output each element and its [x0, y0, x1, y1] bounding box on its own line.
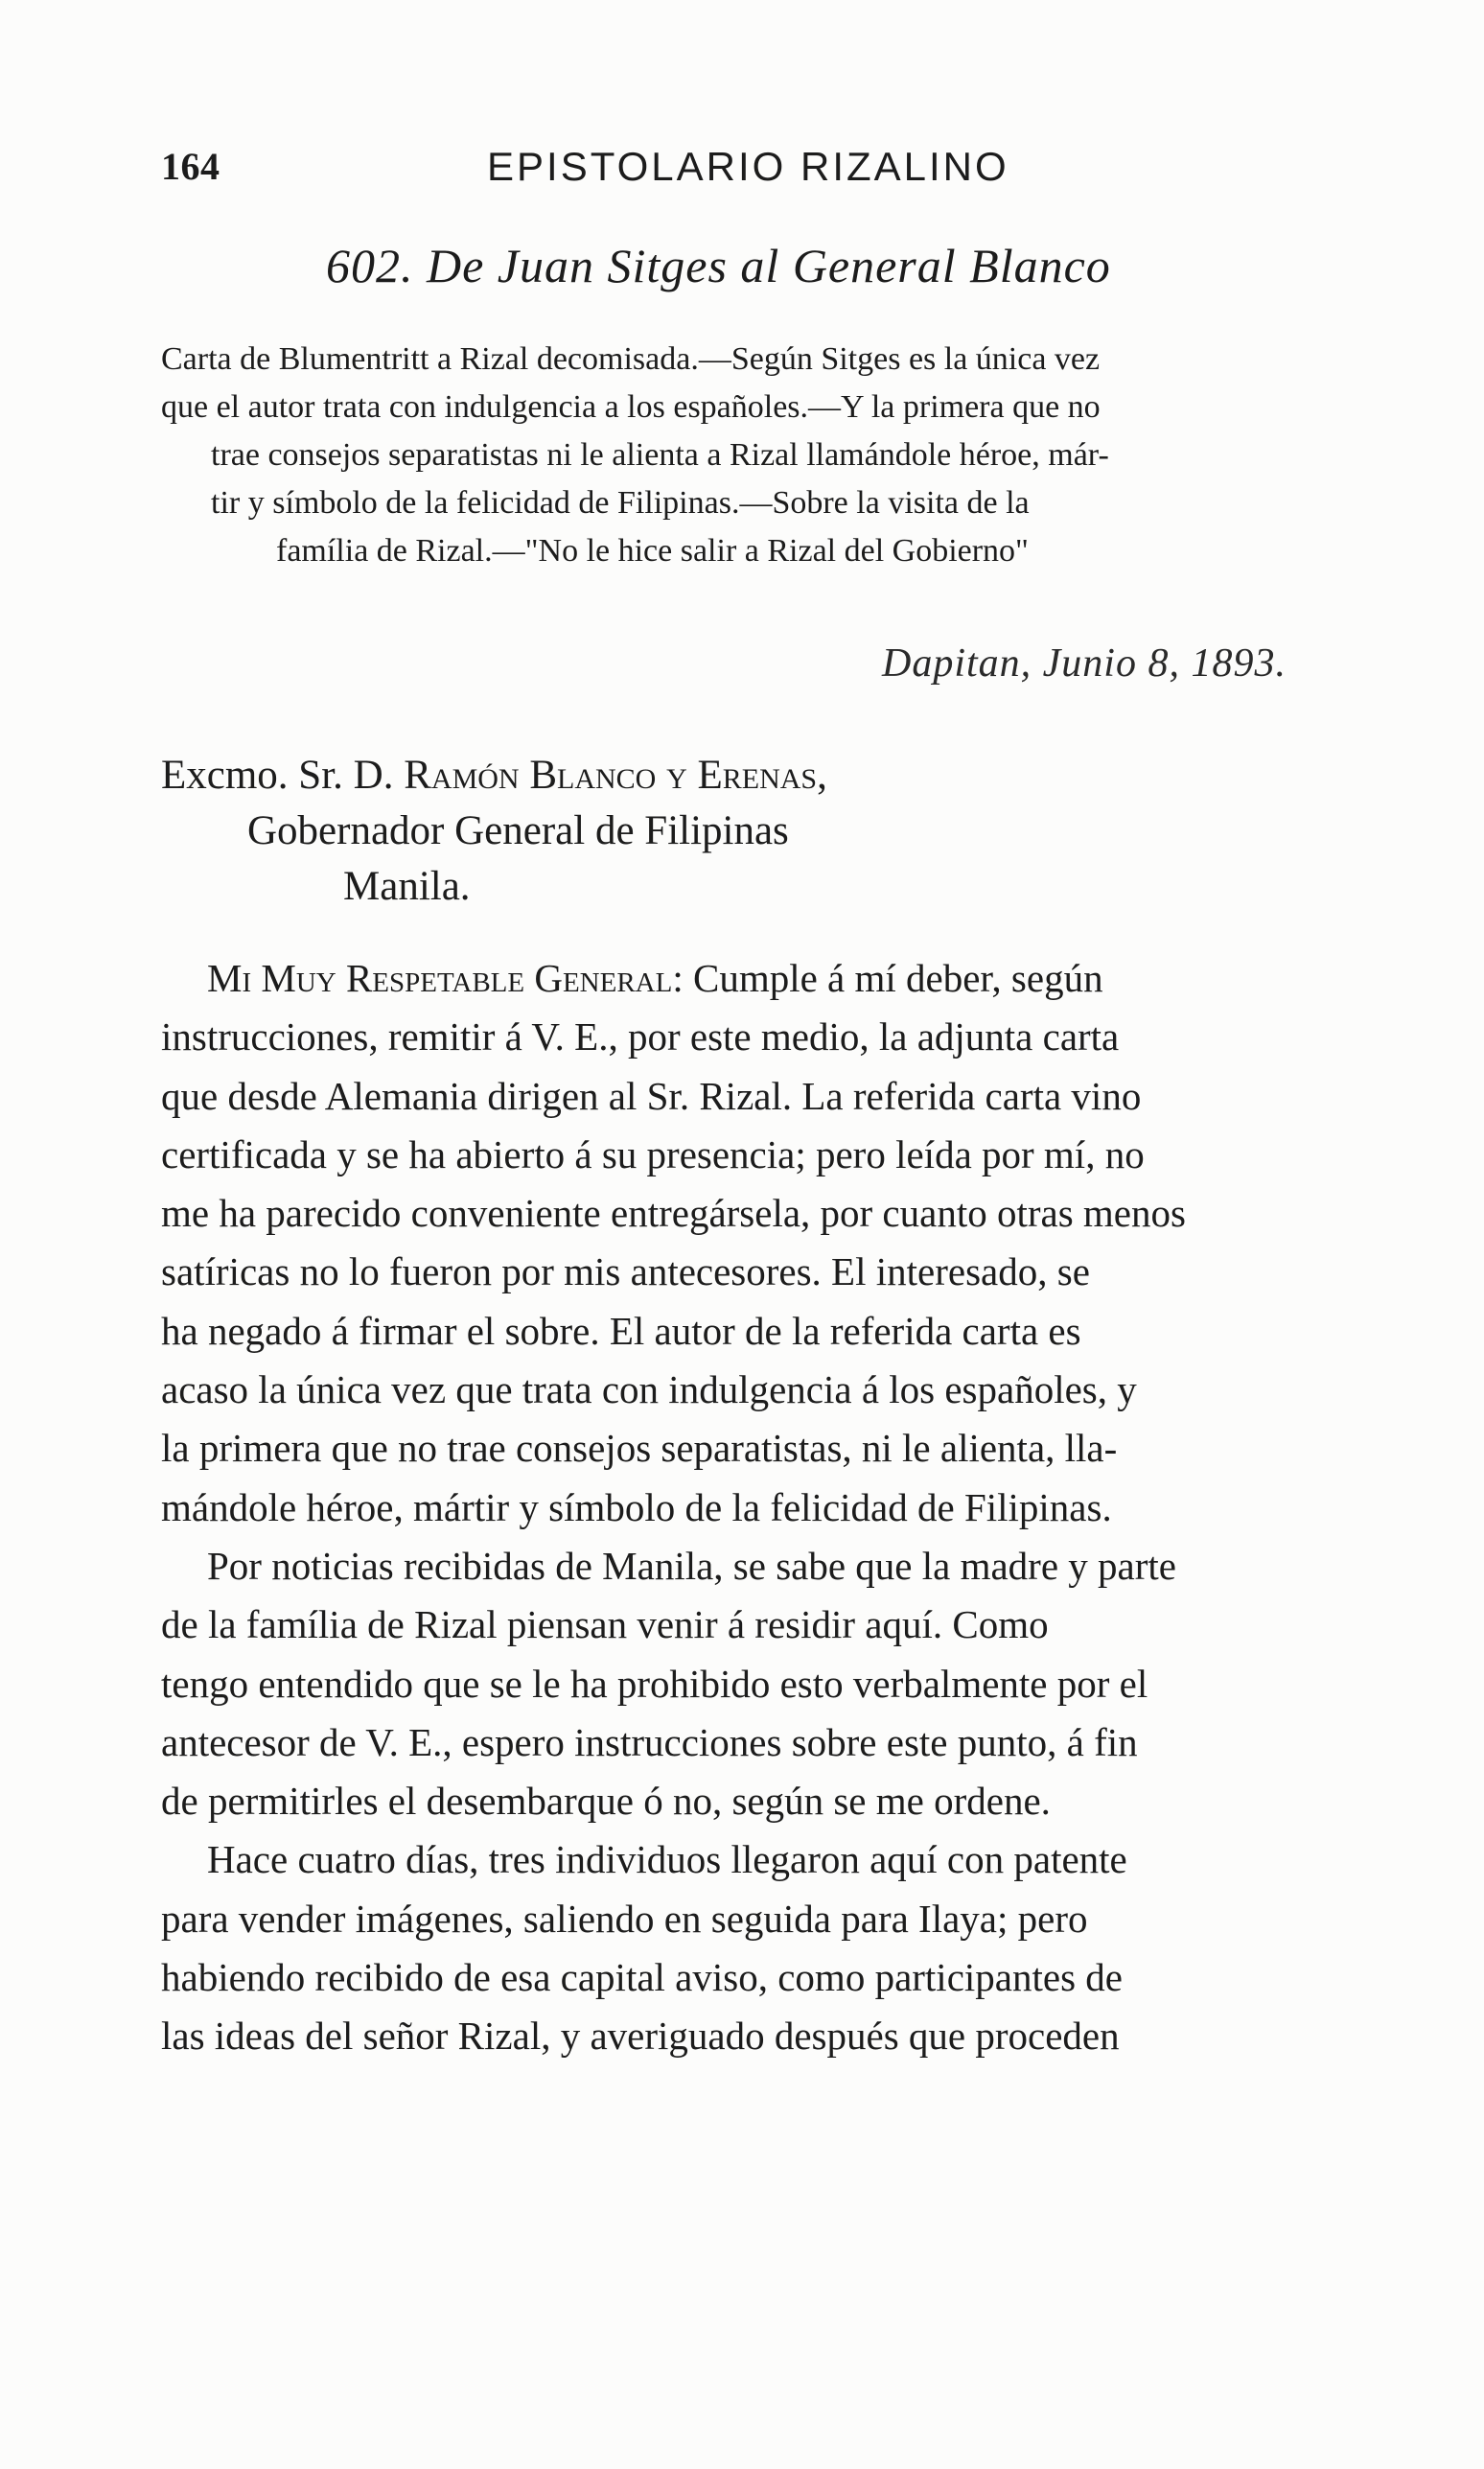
summary-line: família de Rizal.—"No le hice salir a Rizal del Gobierno" — [276, 533, 1029, 569]
body-line: que desde Alemania dirigen al Sr. Rizal. La referida carta vino — [161, 1073, 1142, 1118]
running-head — [161, 144, 1388, 211]
body-line: instrucciones, remitir á V. E., por este medio, la adjunta carta — [161, 1014, 1120, 1060]
letter-body — [161, 949, 1383, 2066]
body-line: de la família de Rizal piensan venir á residir aquí. Como — [161, 1602, 1049, 1647]
body-line: acaso la única vez que trata con indulgencia á los españoles, y — [161, 1367, 1137, 1412]
body-line: habiendo recibido de esa capital aviso, como participantes de — [161, 1955, 1123, 2000]
summary-line: trae consejos separatistas ni le alienta a Rizal llamándole héroe, már- — [211, 437, 1109, 473]
addressee-position: Gobernador General de Filipinas — [247, 808, 789, 853]
salutation: Mi Muy Respetable General: — [207, 956, 684, 1000]
body-line: Por noticias recibidas de Manila, se sabe que la madre y parte — [207, 1543, 1176, 1588]
body-line: las ideas del señor Rizal, y averiguado después que proceden — [161, 2014, 1120, 2059]
page-number: 164 — [161, 145, 220, 188]
addressee-line — [161, 748, 827, 804]
body-line: Hace cuatro días, tres individuos llegaron aquí con patente — [207, 1837, 1127, 1882]
body-line: para vender imágenes, saliendo en seguida para Ilaya; pero — [161, 1896, 1088, 1941]
summary-line: que el autor trata con indulgencia a los españoles.—Y la primera que no — [161, 389, 1101, 425]
body-line: me ha parecido conveniente entregársela, por cuanto otras menos — [161, 1191, 1186, 1236]
letter-summary — [161, 336, 1383, 575]
body-line: la primera que no trae consejos separatistas, ni le alienta, lla- — [161, 1426, 1118, 1471]
body-line: ha negado á firmar el sobre. El autor de la referida carta es — [161, 1308, 1081, 1353]
addressee-city: Manila. — [343, 864, 471, 909]
body-line: de permitirles el desembarque ó no, según se me ordene. — [161, 1779, 1051, 1824]
body-line — [161, 949, 1383, 1008]
body-line: satíricas no lo fueron por mis antecesores. El interesado, se — [161, 1249, 1090, 1294]
body-line: tengo entendido que se le ha prohibido esto verbalmente por el — [161, 1661, 1148, 1706]
body-line-text: Cumple á mí deber, según — [692, 956, 1103, 1000]
summary-line: Carta de Blumentritt a Rizal decomisada.—Según Sitges es la única vez — [161, 341, 1101, 377]
body-line: certificada y se ha abierto á su presencia; pero leída por mí, no — [161, 1131, 1145, 1176]
body-line: mándole héroe, mártir y símbolo de la felicidad de Filipinas. — [161, 1484, 1112, 1529]
addressee-name: Ramón Blanco y Erenas, — [404, 753, 827, 798]
body-line: antecesor de V. E., espero instrucciones sobre este punto, á fin — [161, 1719, 1138, 1764]
book-title: EPISTOLARIO RIZALINO — [487, 144, 1009, 189]
letter-heading: 602. De Juan Sitges al General Blanco — [326, 239, 1111, 292]
place-date: Dapitan, Junio 8, 1893. — [882, 641, 1287, 686]
summary-line: tir y símbolo de la felicidad de Filipinas.—Sobre la visita de la — [211, 485, 1030, 521]
addressee-block — [161, 748, 827, 915]
addressee-title: Excmo. Sr. D. — [161, 753, 394, 798]
